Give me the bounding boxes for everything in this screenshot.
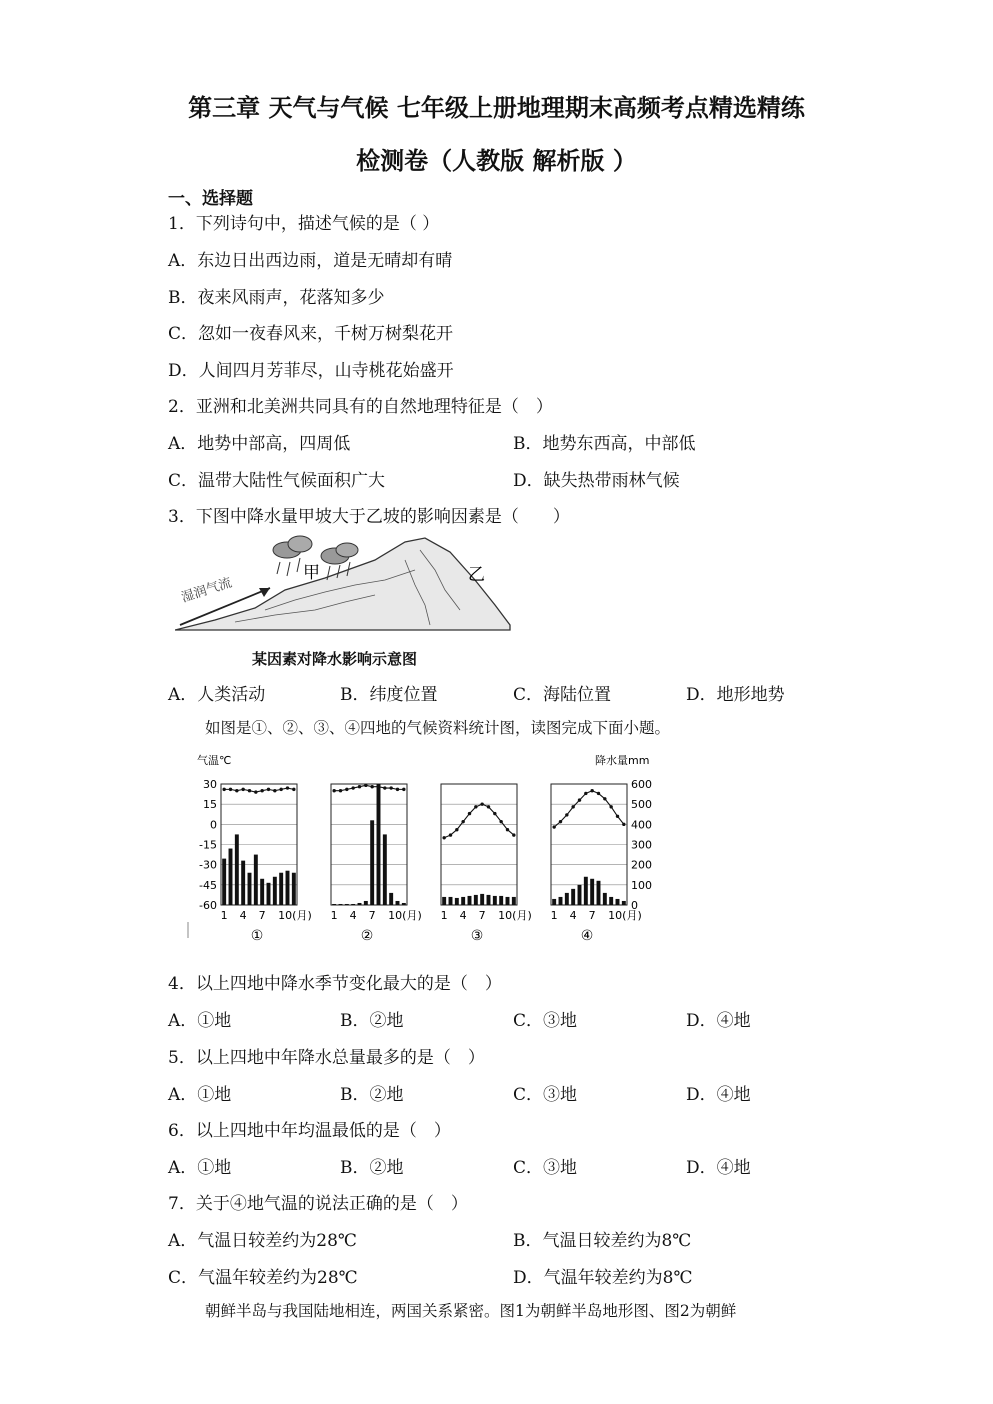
precip-bar [222, 859, 226, 905]
precip-bar [442, 897, 446, 905]
precip-tick-label: 100 [631, 878, 652, 892]
q7-option-c[interactable]: C．气温年较差约为28℃ [168, 1268, 358, 1288]
precip-bar [622, 901, 626, 905]
precip-bar [449, 897, 453, 905]
temperature-point [273, 789, 276, 792]
question-7: 7．关于④地气温的说法正确的是（ ） [168, 1194, 468, 1214]
precip-bar [248, 873, 252, 905]
chart-intro: 如图是①、②、③、④四地的气候资料统计图，读图完成下面小题。 [205, 719, 671, 737]
precip-bar [286, 871, 290, 905]
temperature-point [292, 788, 295, 791]
temperature-point [370, 785, 373, 788]
precip-bar [345, 904, 349, 905]
question-6: 6．以上四地中年均温最低的是（ ） [168, 1121, 451, 1141]
q7-option-d[interactable]: D．气温年较差约为8℃ [513, 1268, 693, 1288]
temperature-point [493, 812, 496, 815]
q6-option-c[interactable]: C．③地 [513, 1158, 578, 1178]
label-jia: 甲 [303, 563, 320, 583]
temperature-point [565, 813, 568, 816]
precip-bar [377, 784, 381, 905]
temperature-point [449, 833, 452, 836]
precip-bar [616, 899, 620, 905]
temperature-line [334, 785, 404, 790]
precip-bar [565, 893, 569, 905]
temperature-point [474, 805, 477, 808]
precip-bar [512, 897, 516, 905]
mountain-precipitation-figure [175, 530, 515, 635]
month-tick-label: 1 [220, 909, 228, 922]
precip-bar [279, 873, 283, 905]
month-tick-label: 4 [239, 909, 247, 922]
q1-option-a[interactable]: A．东边日出西边雨，道是无晴却有晴 [168, 251, 453, 271]
precip-tick-label: 0 [631, 899, 638, 912]
q7-option-b[interactable]: B．气温日较差约为8℃ [513, 1231, 692, 1251]
chart-label: ① [250, 928, 264, 944]
temp-tick-label: -30 [199, 858, 217, 872]
precip-bar [468, 896, 472, 905]
temperature-point [351, 786, 354, 789]
temperature-point [339, 789, 342, 792]
q4-option-b[interactable]: B．②地 [340, 1011, 404, 1031]
q6-option-d[interactable]: D．④地 [686, 1158, 751, 1178]
q6-option-b[interactable]: B．②地 [340, 1158, 404, 1178]
precip-bar [402, 903, 406, 905]
temperature-point [279, 788, 282, 791]
temperature-point [396, 788, 399, 791]
precip-tick-label: 600 [631, 778, 652, 791]
precip-bar [590, 879, 594, 905]
cloud-icon [273, 536, 358, 564]
q2-option-b[interactable]: B．地势东西高，中部低 [513, 434, 696, 454]
temperature-point [383, 786, 386, 789]
precip-bar [267, 883, 271, 905]
chart-label: ④ [580, 928, 594, 944]
month-tick-label: 10(月) [388, 909, 422, 922]
closing-paragraph: 朝鲜半岛与我国陆地相连，两国关系紧密。图1为朝鲜半岛地形图、图2为朝鲜 [205, 1302, 737, 1320]
month-tick-label: 10(月) [278, 909, 312, 922]
q5-option-c[interactable]: C．③地 [513, 1085, 578, 1105]
temperature-point [512, 833, 515, 836]
chart-label: ② [360, 928, 374, 944]
temperature-point [506, 828, 509, 831]
airflow-label: 湿润气流 [179, 575, 234, 606]
precip-bar [396, 901, 400, 905]
precip-tick-label: 300 [631, 838, 652, 852]
q4-option-d[interactable]: D．④地 [686, 1011, 751, 1031]
q1-option-d[interactable]: D．人间四月芳菲尽，山寺桃花始盛开 [168, 361, 454, 381]
temperature-point [377, 785, 380, 788]
temp-tick-label: 15 [203, 798, 217, 812]
temperature-line [444, 804, 514, 838]
climate-charts [185, 750, 675, 950]
precip-bar [603, 893, 607, 905]
temp-tick-label: -60 [199, 899, 217, 912]
temp-tick-label: -45 [199, 878, 217, 892]
month-tick-label: 4 [569, 909, 577, 922]
q4-option-c[interactable]: C．③地 [513, 1011, 578, 1031]
temp-tick-label: -15 [199, 838, 217, 852]
temperature-point [235, 789, 238, 792]
temperature-point [480, 802, 483, 805]
precip-bar [487, 895, 491, 905]
precip-bar [455, 898, 459, 905]
precip-bar [229, 849, 233, 905]
precip-bar [254, 855, 258, 905]
temperature-point [622, 823, 625, 826]
temperature-point [222, 788, 225, 791]
precip-bar [351, 904, 355, 905]
precip-tick-label: 200 [631, 858, 652, 872]
q6-option-a[interactable]: A．①地 [168, 1158, 232, 1178]
precip-bar [571, 889, 575, 905]
month-tick-label: 4 [349, 909, 357, 922]
temperature-point [267, 788, 270, 791]
question-1: 1．下列诗句中，描述气候的是（ ） [168, 214, 440, 234]
q4-option-a[interactable]: A．①地 [168, 1011, 232, 1031]
month-tick-label: 7 [368, 909, 376, 922]
precip-bar [383, 834, 387, 905]
temperature-point [603, 797, 606, 800]
question-5: 5．以上四地中年降水总量最多的是（ ） [168, 1048, 485, 1068]
month-tick-label: 4 [459, 909, 467, 922]
temperature-line [224, 788, 294, 792]
temperature-point [254, 790, 257, 793]
temperature-point [241, 788, 244, 791]
temperature-point [455, 828, 458, 831]
precip-bar [578, 885, 582, 905]
temperature-point [358, 785, 361, 788]
temperature-point [584, 792, 587, 795]
temperature-point [616, 815, 619, 818]
precip-bar [332, 904, 336, 905]
precip-bar [597, 881, 601, 905]
temperature-point [332, 789, 335, 792]
document-title-line-1: 第三章 天气与气候 七年级上册地理期末高频考点精选精练 [188, 94, 805, 122]
document-title-line-2: 检测卷（人教版 解析版 ） [356, 147, 637, 175]
q3-option-d[interactable]: D．地形地势 [686, 685, 785, 705]
q1-option-c[interactable]: C．忽如一夜春风来，千树万树梨花开 [168, 324, 454, 344]
month-tick-label: 7 [478, 909, 486, 922]
q2-option-a[interactable]: A．地势中部高，四周低 [168, 434, 351, 454]
month-tick-label: 1 [550, 909, 558, 922]
q5-option-a[interactable]: A．①地 [168, 1085, 232, 1105]
temperature-point [590, 789, 593, 792]
precip-bar [260, 879, 264, 905]
precip-bar [292, 873, 296, 905]
temperature-point [552, 825, 555, 828]
precip-bar [370, 820, 374, 905]
precip-bar [559, 897, 563, 905]
precip-bar [499, 896, 503, 905]
temperature-point [402, 788, 405, 791]
temperature-point [229, 788, 232, 791]
month-tick-label: 10(月) [608, 909, 642, 922]
month-tick-label: 1 [330, 909, 338, 922]
question-2: 2．亚洲和北美洲共同具有的自然地理特征是（ ） [168, 397, 553, 417]
month-tick-label: 1 [440, 909, 448, 922]
q2-option-d[interactable]: D．缺失热带雨林气候 [513, 471, 680, 491]
figure-caption: 某因素对降水影响示意图 [252, 650, 418, 668]
precip-tick-label: 500 [631, 798, 652, 812]
temperature-point [442, 836, 445, 839]
q3-option-a[interactable]: A．人类活动 [168, 685, 266, 705]
q1-option-b[interactable]: B．夜来风雨声，花落知多少 [168, 288, 385, 308]
month-tick-label: 7 [258, 909, 266, 922]
right-axis-label: 降水量mm [595, 754, 650, 767]
temp-tick-label: 30 [203, 778, 217, 791]
q7-option-a[interactable]: A．气温日较差约为28℃ [168, 1231, 357, 1251]
precip-bar [584, 877, 588, 905]
month-tick-label: 7 [588, 909, 596, 922]
precip-bar [474, 895, 478, 905]
question-4: 4．以上四地中降水季节变化最大的是（ ） [168, 974, 502, 994]
precip-bar [461, 897, 465, 905]
q3-option-c[interactable]: C．海陆位置 [513, 685, 612, 705]
label-yi: 乙 [468, 565, 485, 585]
temperature-point [499, 820, 502, 823]
temperature-point [571, 805, 574, 808]
temperature-point [286, 786, 289, 789]
precip-bar [480, 894, 484, 905]
precip-bar [358, 903, 362, 905]
precip-bar [506, 897, 510, 905]
q5-option-d[interactable]: D．④地 [686, 1085, 751, 1105]
precip-bar [241, 861, 245, 905]
temp-tick-label: 0 [210, 818, 217, 832]
section-heading: 一、选择题 [168, 189, 253, 209]
temperature-point [559, 820, 562, 823]
precip-bar [609, 897, 613, 905]
precip-bar [364, 901, 368, 905]
precip-tick-label: 400 [631, 818, 652, 832]
temperature-point [260, 789, 263, 792]
temperature-point [578, 798, 581, 801]
q2-option-c[interactable]: C．温带大陆性气候面积广大 [168, 471, 386, 491]
temperature-point [248, 789, 251, 792]
precip-bar [273, 877, 277, 905]
precip-bar [389, 893, 393, 905]
temperature-point [461, 820, 464, 823]
question-3: 3．下图中降水量甲坡大于乙坡的影响因素是（ ） [168, 507, 570, 527]
month-tick-label: 10(月) [498, 909, 532, 922]
temperature-point [609, 805, 612, 808]
q3-option-b[interactable]: B．纬度位置 [340, 685, 438, 705]
temperature-point [345, 788, 348, 791]
precip-bar [339, 904, 343, 905]
temperature-point [487, 805, 490, 808]
precip-bar [235, 834, 239, 905]
chart-label: ③ [470, 928, 484, 944]
temperature-point [389, 786, 392, 789]
temperature-point [597, 792, 600, 795]
q5-option-b[interactable]: B．②地 [340, 1085, 404, 1105]
temperature-point [364, 784, 367, 787]
precip-bar [493, 896, 497, 905]
precip-bar [552, 899, 556, 905]
temperature-line [554, 791, 624, 827]
left-axis-label: 气温℃ [197, 754, 232, 767]
temperature-point [468, 812, 471, 815]
